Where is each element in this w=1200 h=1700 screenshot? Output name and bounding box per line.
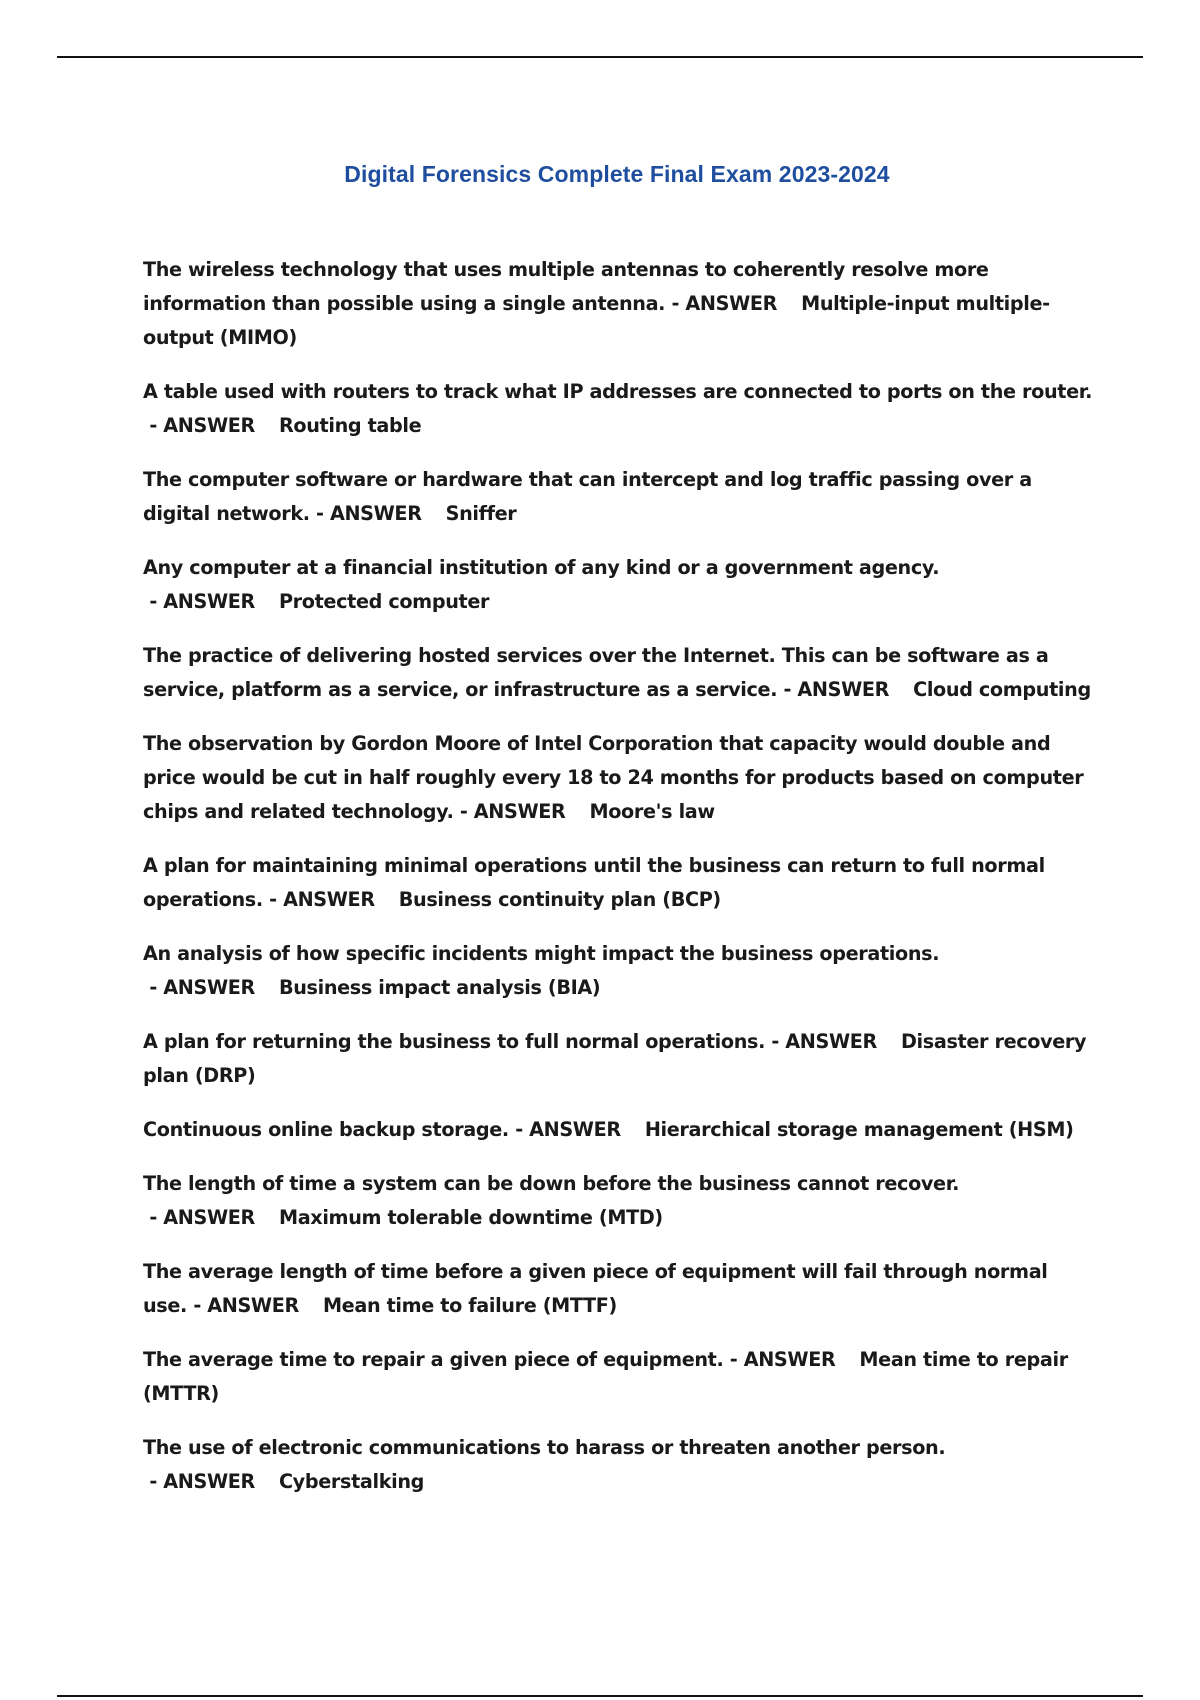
qa-item	[143, 1343, 1093, 1411]
answer-separator: - ANSWER	[143, 976, 255, 999]
qa-item	[143, 937, 1093, 1005]
document-title: Digital Forensics Complete Final Exam 2023-2024	[344, 161, 890, 188]
answer-text: Protected computer	[278, 590, 490, 613]
answer-separator: - ANSWER	[143, 590, 255, 613]
question-text: The practice of delivering hosted services over the Internet. This can be software as a service, platform as a service, or infrastructure as a service.	[143, 644, 1049, 701]
qa-item	[143, 551, 1093, 619]
answer-separator: - ANSWER	[143, 1470, 255, 1493]
answer-text: Business continuity plan (BCP)	[398, 888, 721, 911]
question-text: A plan for returning the business to full normal operations.	[143, 1030, 766, 1053]
question-text: A plan for maintaining minimal operations until the business can return to full normal operations.	[143, 854, 1045, 911]
qa-item	[143, 727, 1093, 829]
bottom-rule	[57, 1695, 1143, 1697]
answer-text: Cyberstalking	[278, 1470, 425, 1493]
qa-item	[143, 253, 1093, 355]
answer-separator: - ANSWER	[186, 1294, 299, 1317]
question-text: Continuous online backup storage.	[143, 1118, 509, 1141]
answer-text: Sniffer	[445, 502, 517, 525]
qa-item	[143, 375, 1093, 443]
qa-list	[143, 253, 1093, 1519]
question-text: The average time to repair a given piece of equipment.	[143, 1348, 724, 1371]
question-text: Any computer at a financial institution of any kind or a government agency.	[143, 556, 940, 579]
answer-text: Business impact analysis (BIA)	[278, 976, 601, 999]
top-rule	[57, 56, 1143, 58]
question-text: The length of time a system can be down before the business cannot recover.	[143, 1172, 960, 1195]
qa-item	[143, 1255, 1093, 1323]
answer-separator: - ANSWER	[143, 1206, 255, 1229]
qa-item	[143, 1167, 1093, 1235]
answer-separator: - ANSWER	[262, 888, 375, 911]
qa-item	[143, 463, 1093, 531]
question-text: The computer software or hardware that can intercept and log traffic passing over a digital network.	[143, 468, 1032, 525]
qa-item	[143, 1431, 1093, 1499]
answer-separator: - ANSWER	[665, 292, 778, 315]
answer-text: Maximum tolerable downtime (MTD)	[278, 1206, 663, 1229]
answer-text: Cloud computing	[913, 678, 1091, 701]
answer-text: Mean time to failure (MTTF)	[322, 1294, 617, 1317]
answer-text: Hierarchical storage management (HSM)	[644, 1118, 1074, 1141]
answer-separator: - ANSWER	[723, 1348, 836, 1371]
question-text: The average length of time before a given piece of equipment will fail through normal use.	[143, 1260, 1048, 1317]
qa-item	[143, 849, 1093, 917]
answer-text: Moore's law	[589, 800, 715, 823]
answer-text: Multiple-input multiple-output (MIMO)	[143, 292, 1050, 349]
answer-separator: - ANSWER	[143, 414, 255, 437]
answer-text: Routing table	[278, 414, 422, 437]
answer-separator: - ANSWER	[765, 1030, 877, 1053]
question-text: An analysis of how specific incidents might impact the business operations.	[143, 942, 940, 965]
answer-text: Mean time to repair (MTTR)	[143, 1348, 1068, 1405]
question-text: The wireless technology that uses multiple antennas to coherently resolve more information than possible using a single antenna.	[143, 258, 989, 315]
answer-separator: - ANSWER	[508, 1118, 621, 1141]
question-text: A table used with routers to track what IP addresses are connected to ports on the router.	[143, 380, 1093, 403]
answer-separator: - ANSWER	[453, 800, 566, 823]
answer-separator: - ANSWER	[309, 502, 422, 525]
question-text: The use of electronic communications to harass or threaten another person.	[143, 1436, 946, 1459]
question-text: The observation by Gordon Moore of Intel Corporation that capacity would double and price would be cut in half roughly every 18 to 24 months for products based on computer chips and related technology.	[143, 732, 1084, 823]
qa-item	[143, 1025, 1093, 1093]
answer-separator: - ANSWER	[777, 678, 890, 701]
qa-item	[143, 1113, 1093, 1147]
answer-text: Disaster recovery plan (DRP)	[143, 1030, 1087, 1087]
qa-item	[143, 639, 1093, 707]
